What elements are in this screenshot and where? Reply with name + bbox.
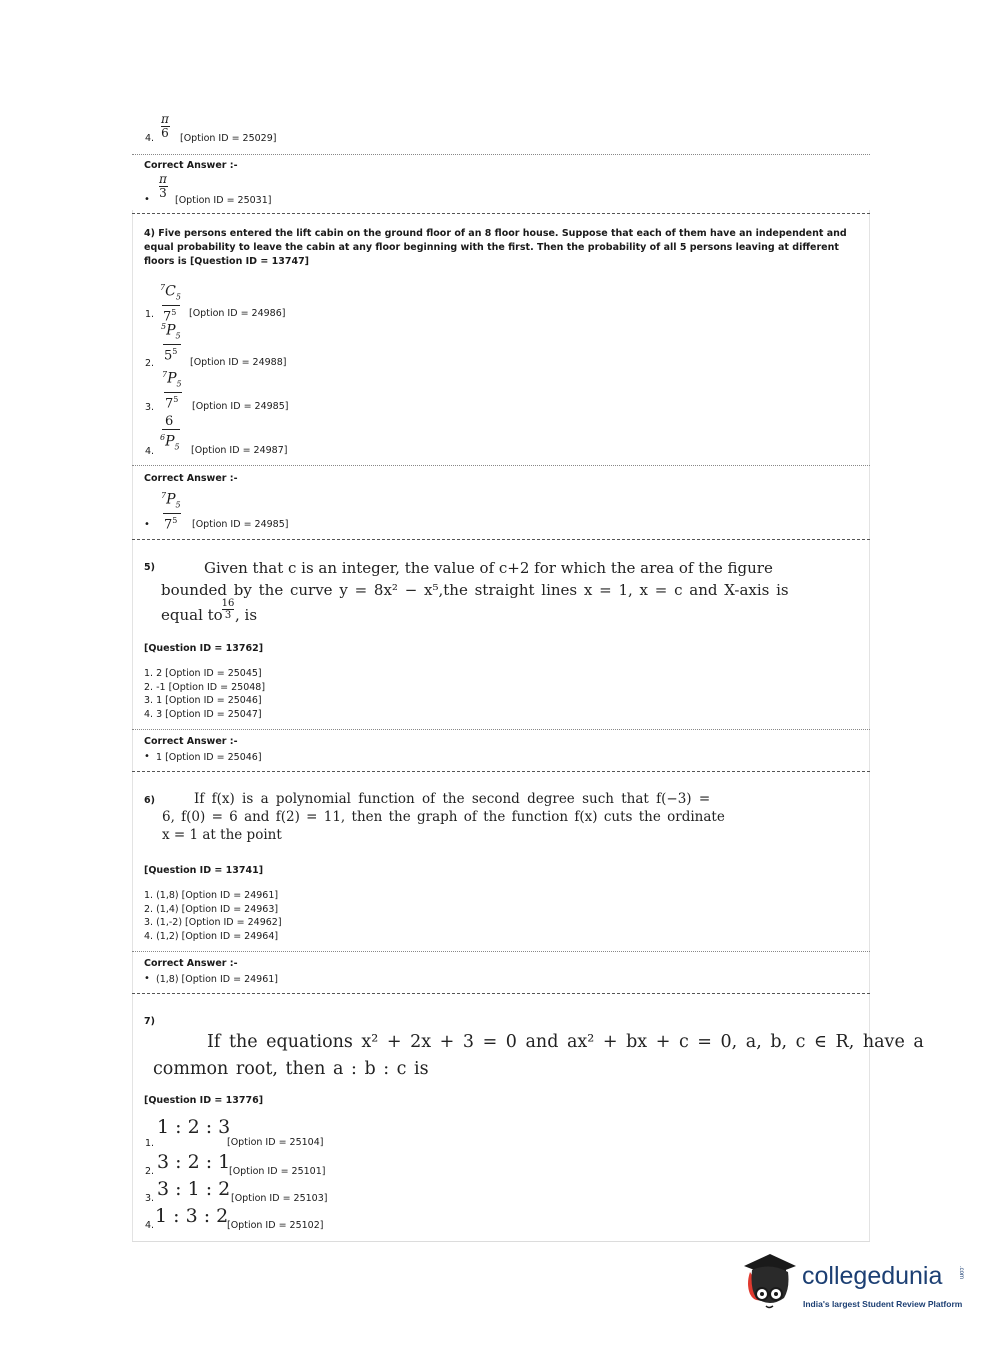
collegedunia-mascot-logo	[740, 1248, 802, 1318]
q6-option-4: 4. (1,2) [Option ID = 24964]	[144, 930, 279, 942]
bullet-icon: •	[144, 194, 150, 205]
q3-answer-fraction: π 3	[159, 172, 167, 200]
q7-text-line1: If the equations x² + 2x + 3 = 0 and ax² + bx + c = 0, a, b, c ∈ R, have a	[207, 1032, 924, 1052]
q5-option-2: 2. -1 [Option ID = 25048]	[144, 681, 266, 693]
q4-option4-fraction: 6 $^6P_5$	[160, 414, 180, 452]
q3-option4-id: [Option ID = 25029]	[180, 133, 277, 144]
q5-text-line1: Given that c is an integer, the value of c+2 for which the area of the figure	[204, 559, 773, 577]
q6-correct-label: Correct Answer :-	[144, 958, 238, 969]
q5-correct-label: Correct Answer :-	[144, 736, 238, 747]
q4-option3-id: [Option ID = 24985]	[192, 401, 289, 412]
q6-number: 6)	[144, 795, 155, 806]
q7-option2-id: [Option ID = 25101]	[229, 1166, 326, 1177]
question-separator	[132, 771, 870, 772]
q3-option4-number: 4.	[145, 133, 155, 144]
q5-fraction: 16 3	[221, 598, 235, 621]
q4-option1-fraction: $^7C_5$ $7^5$	[160, 283, 181, 325]
page-left-rule	[132, 210, 133, 1242]
separator	[132, 154, 870, 155]
q4-option4-id: [Option ID = 24987]	[191, 445, 288, 456]
q7-option2-ratio: 3 : 2 : 1	[157, 1151, 231, 1173]
q7-number: 7)	[144, 1016, 155, 1027]
q6-text-line2: 6, f(0) = 6 and f(2) = 11, then the graph of the function f(x) cuts the ordinate	[162, 809, 725, 825]
q6-option-2: 2. (1,4) [Option ID = 24963]	[144, 903, 279, 915]
page-bottom-rule	[132, 1241, 870, 1242]
q4-option1-id: [Option ID = 24986]	[189, 308, 286, 319]
q4-option1-number: 1.	[145, 309, 155, 320]
q4-option2-id: [Option ID = 24988]	[190, 357, 287, 368]
q4-option2-fraction: $^5P_5$ $5^5$	[161, 322, 181, 364]
q6-option-3: 3. (1,-2) [Option ID = 24962]	[144, 917, 282, 928]
q5-options-list	[144, 667, 265, 721]
q5-option-3: 3. 1 [Option ID = 25046]	[144, 695, 262, 706]
bullet-icon: •	[144, 751, 150, 762]
q4-option2-number: 2.	[145, 358, 155, 369]
q7-text-line2: common root, then a : b : c is	[153, 1059, 429, 1079]
q4-option4-number: 4.	[145, 446, 155, 457]
question-separator	[132, 213, 870, 214]
q4-answer-fraction: $^7P_5$ $7^5$	[161, 491, 181, 533]
q5-option-4: 4. 3 [Option ID = 25047]	[144, 708, 262, 720]
q4-option3-number: 3.	[145, 402, 155, 413]
q7-option1-number: 1.	[145, 1138, 155, 1149]
collegedunia-tagline: India's largest Student Review Platform	[803, 1299, 963, 1309]
q5-text-line3-end: , is	[235, 606, 258, 624]
q5-question-id: [Question ID = 13762]	[144, 643, 264, 654]
q3-correct-label: Correct Answer :-	[144, 160, 238, 171]
q7-option4-ratio: 1 : 3 : 2	[155, 1205, 229, 1227]
q7-option3-id: [Option ID = 25103]	[231, 1193, 328, 1204]
bullet-icon: •	[144, 519, 150, 530]
q4-question-text: 4) Five persons entered the lift cabin on the ground floor of an 8 floor house. Suppose that each of them have an independent and equal probability to leave the cabin at any floor beginning with the first. Then the probability of all 5 persons leaving at different floors is [Question ID = 13747]	[144, 228, 847, 267]
q4-correct-label: Correct Answer :-	[144, 473, 238, 484]
page-right-rule	[869, 210, 870, 1242]
q7-option4-number: 4.	[145, 1220, 155, 1231]
q7-option4-id: [Option ID = 25102]	[227, 1220, 324, 1231]
q7-option3-ratio: 3 : 1 : 2	[157, 1178, 231, 1200]
q5-number: 5)	[144, 562, 155, 573]
q6-answer: (1,8) [Option ID = 24961]	[156, 974, 279, 985]
question-separator	[132, 993, 870, 994]
q6-options-list	[144, 889, 282, 943]
q4-option3-fraction: $^7P_5$ $7^5$	[162, 370, 182, 412]
bullet-icon: •	[144, 973, 150, 984]
q7-option1-ratio: 1 : 2 : 3	[157, 1116, 231, 1138]
separator	[132, 951, 870, 952]
question-separator	[132, 539, 870, 540]
q7-option3-number: 3.	[145, 1193, 155, 1204]
q6-option-1: 1. (1,8) [Option ID = 24961]	[144, 890, 279, 901]
q3-option4-fraction: π 6	[161, 112, 169, 140]
q7-question-id: [Question ID = 13776]	[144, 1095, 264, 1106]
q6-text-line3: x = 1 at the point	[162, 827, 282, 843]
collegedunia-wordmark: collegedunia	[802, 1262, 943, 1290]
q5-text-line2: bounded by the curve y = 8x² − x⁵,the straight lines x = 1, x = c and X-axis is	[161, 581, 789, 599]
q6-text-line1: If f(x) is a polynomial function of the second degree such that f(−3) =	[194, 791, 711, 807]
q6-question-id: [Question ID = 13741]	[144, 865, 264, 876]
q5-text-line3: equal to	[161, 606, 223, 624]
q4-answer-id: [Option ID = 24985]	[192, 519, 289, 530]
q7-option1-id: [Option ID = 25104]	[227, 1137, 324, 1148]
q5-answer: 1 [Option ID = 25046]	[156, 752, 262, 763]
q7-option2-number: 2.	[145, 1166, 155, 1177]
separator	[132, 465, 870, 466]
q3-answer-id: [Option ID = 25031]	[175, 195, 272, 206]
collegedunia-com: .com	[958, 1266, 964, 1280]
q5-option-1: 1. 2 [Option ID = 25045]	[144, 668, 262, 679]
separator	[132, 729, 870, 730]
